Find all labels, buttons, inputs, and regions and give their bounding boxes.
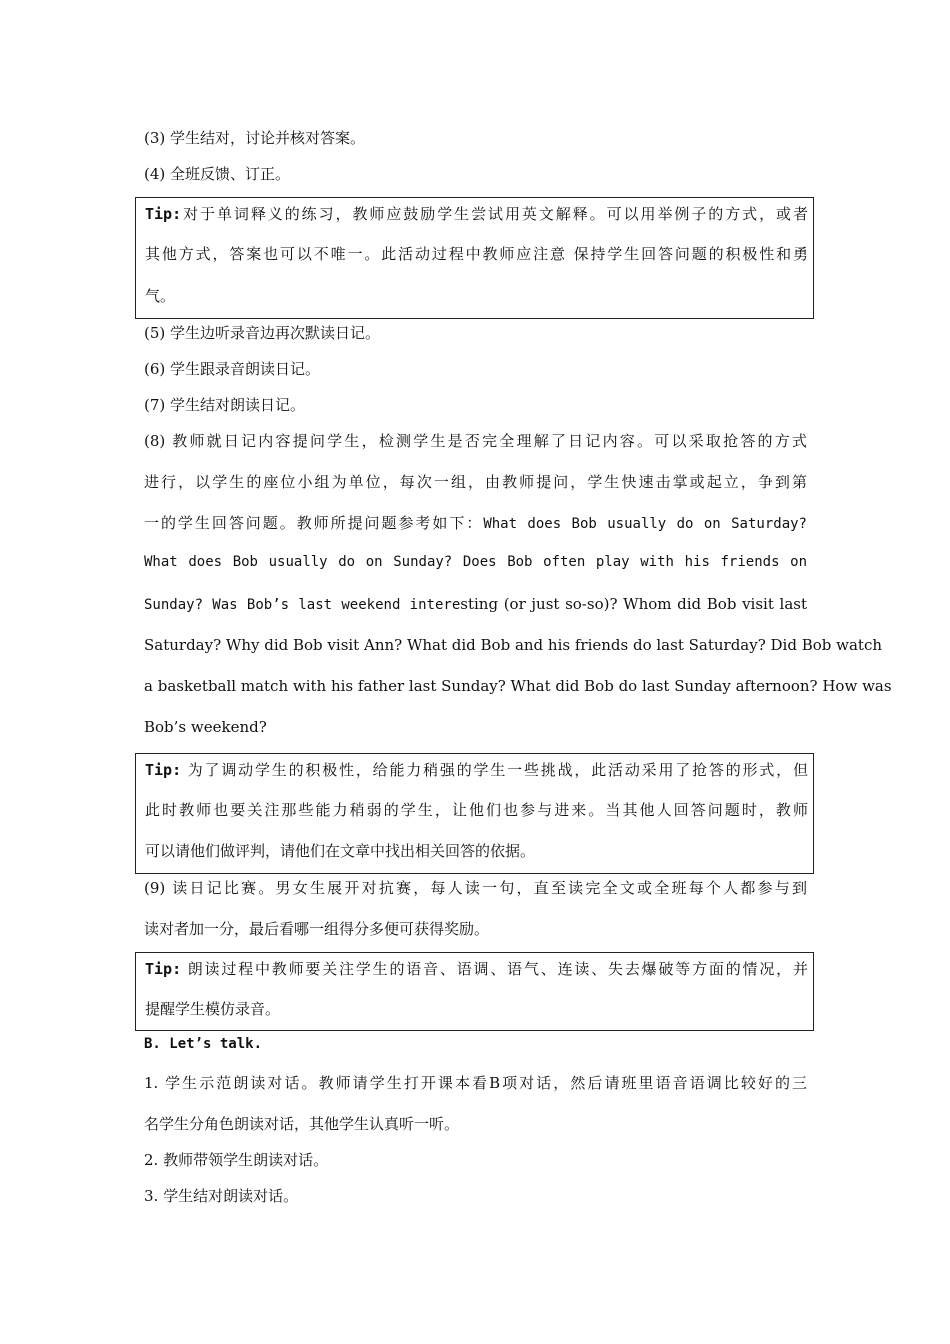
- b-step-3: 3. 学生结对朗读对话。: [144, 1187, 299, 1205]
- step-8-line-1: (8) 教师就日记内容提问学生，检测学生是否完全理解了日记内容。可以采取抢答的方式: [144, 432, 807, 450]
- step-7: (7) 学生结对朗读日记。: [144, 396, 306, 414]
- tip-2-line-2: 此时教师也要关注那些能力稍弱的学生，让他们也参与进来。当其他人回答问题时，教师: [145, 801, 808, 819]
- tip-1-line-1: Tip:对于单词释义的练习，教师应鼓励学生尝试用英文解释。可以用举例子的方式，或者: [145, 205, 808, 223]
- tip-1-line-3: 气。: [145, 287, 176, 305]
- tip-box-3: [135, 952, 814, 1031]
- tip-3-line-1: Tip: 朗读过程中教师要关注学生的语音、语调、语气、连读、失去爆破等方面的情况，并: [145, 960, 808, 978]
- tip-label: Tip:: [145, 761, 182, 779]
- step-8-line-2: 进行，以学生的座位小组为单位，每次一组，由教师提问，学生快速击掌或起立，争到第: [144, 473, 807, 491]
- tip-3-line-2: 提醒学生模仿录音。: [145, 1000, 281, 1018]
- step-8-line-6: Saturday? Why did Bob visit Ann? What did Bob and his friends do last Saturday? Did Bob watch: [144, 636, 883, 654]
- tip-box-2: [135, 753, 814, 874]
- section-b-title: B. Let’s talk.: [144, 1036, 263, 1052]
- step-4: (4) 全班反馈、订正。: [144, 165, 291, 183]
- step-8-line-8: Bob’s weekend?: [144, 718, 267, 736]
- tip-2-line-1: Tip: 为了调动学生的积极性，给能力稍强的学生一些挑战，此活动采用了抢答的形式，但: [145, 761, 808, 779]
- step-8-line-4: What does Bob usually do on Sunday? Does Bob often play with his friends on: [144, 554, 807, 570]
- step-5: (5) 学生边听录音边再次默读日记。: [144, 324, 381, 342]
- tip-1-line-2: 其他方式，答案也可以不唯一。此活动过程中教师应注意 保持学生回答问题的积极性和勇: [145, 245, 808, 263]
- step-3: (3) 学生结对，讨论并核对答案。: [144, 129, 366, 147]
- step-6: (6) 学生跟录音朗读日记。: [144, 360, 321, 378]
- tip-label: Tip:: [145, 205, 182, 223]
- b-step-1-line-2: 名学生分角色朗读对话，其他学生认真听一听。: [144, 1115, 460, 1133]
- tip-box-1: [135, 197, 814, 319]
- b-step-2: 2. 教师带领学生朗读对话。: [144, 1151, 329, 1169]
- tip-2-line-3: 可以请他们做评判，请他们在文章中找出相关回答的依据。: [145, 842, 536, 860]
- b-step-1-line-1: 1. 学生示范朗读对话。教师请学生打开课本看B项对话，然后请班里语音语调比较好的三: [144, 1074, 807, 1092]
- step-8-line-3: 一的学生回答问题。教师所提问题参考如下：What does Bob usually do on Saturday?: [144, 514, 807, 532]
- tip-label: Tip:: [145, 960, 182, 978]
- step-8-line-5: Sunday? Was Bob’s last weekend interesting (or just so-so)? Whom did Bob visit last: [144, 595, 807, 613]
- step-9-line-2: 读对者加一分，最后看哪一组得分多便可获得奖励。: [144, 920, 490, 938]
- step-8-line-7: a basketball match with his father last Sunday? What did Bob do last Sunday afternoon? How was: [144, 677, 892, 695]
- step-9-line-1: (9) 读日记比赛。男女生展开对抗赛，每人读一句，直至读完全文或全班每个人都参与到: [144, 879, 807, 897]
